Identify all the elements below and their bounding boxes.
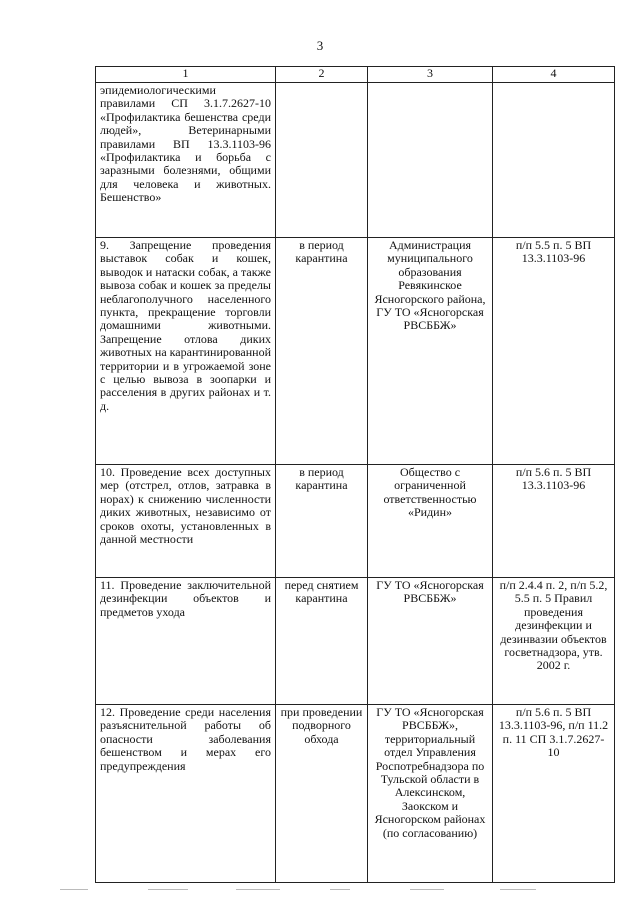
page-number: 3	[316, 38, 324, 53]
timing-cell: в период карантина	[276, 465, 368, 578]
table-row	[96, 705, 615, 883]
measures-table	[95, 66, 615, 883]
column-header-4: 4	[493, 67, 615, 83]
column-header-1: 1	[96, 67, 276, 83]
measure-cell: 9. Запрещение проведения выставок собак и кошек, выводок и натаски собак, а также вывоза собак и кошек за пределы неблагополучного населенного пункта, прекращение торговли домашними животными. Запрещение отлова диких животных на карантинированной территории и в угрожаемой зоне с целью вывоза в зоопарки и расселения в других районах и т. д.	[96, 238, 276, 465]
measure-cell: 12. Проведение среди населения разъяснительной работы об опасности заболевания бешенством и мерах его предупреждения	[96, 705, 276, 883]
timing-cell	[276, 83, 368, 238]
measure-cell: 10. Проведение всех доступных мер (отстрел, отлов, затравка в норах) к снижению численности диких животных, независимо от сроков охоты, установленных в данной местности	[96, 465, 276, 578]
basis-cell: п/п 5.6 п. 5 ВП 13.3.1103-96	[493, 465, 615, 578]
scan-mark	[500, 889, 536, 890]
scan-mark	[330, 889, 350, 890]
measure-cell: 11. Проведение заключительной дезинфекции объектов и предметов ухода	[96, 578, 276, 705]
table-row	[96, 238, 615, 465]
scan-mark	[148, 889, 188, 890]
responsible-cell: Администрация муниципального образования Ревякинское Ясногорского района, ГУ ТО «Ясногорская РВСББЖ»	[368, 238, 493, 465]
column-header-3: 3	[368, 67, 493, 83]
scan-mark	[236, 889, 280, 890]
table-row	[96, 83, 615, 238]
basis-cell: п/п 5.5 п. 5 ВП 13.3.1103-96	[493, 238, 615, 465]
timing-cell: перед снятием карантина	[276, 578, 368, 705]
responsible-cell: ГУ ТО «Ясногорская РВСББЖ»	[368, 578, 493, 705]
responsible-cell	[368, 83, 493, 238]
timing-cell: в период карантина	[276, 238, 368, 465]
basis-cell: п/п 2.4.4 п. 2, п/п 5.2, 5.5 п. 5 Правил проведения дезинфекции и дезинвазии объектов госветнадзора, утв. 2002 г.	[493, 578, 615, 705]
responsible-cell: Общество с ограниченной ответственностью «Ридин»	[368, 465, 493, 578]
basis-cell: п/п 5.6 п. 5 ВП 13.3.1103-96, п/п 11.2 п. 11 СП 3.1.7.2627-10	[493, 705, 615, 883]
table-row	[96, 578, 615, 705]
scan-mark	[410, 889, 444, 890]
measure-cell: эпидемиологическими правилами СП 3.1.7.2627-10 «Профилактика бешенства среди людей», Ветеринарными правилами ВП 13.3.1103-96 «Профилактика и борьба с заразными болезнями, общими для человека и животных. Бешенство»	[96, 83, 276, 238]
scan-mark	[60, 889, 88, 890]
column-header-2: 2	[276, 67, 368, 83]
table-row	[96, 465, 615, 578]
responsible-cell: ГУ ТО «Ясногорская РВСББЖ», территориальный отдел Управления Роспотребнадзора по Тульской области в Алексинском, Заокском и Ясногорском районах (по согласованию)	[368, 705, 493, 883]
header-row	[96, 67, 615, 83]
timing-cell: при проведении подворного обхода	[276, 705, 368, 883]
scan-artifacts	[0, 884, 640, 894]
basis-cell	[493, 83, 615, 238]
